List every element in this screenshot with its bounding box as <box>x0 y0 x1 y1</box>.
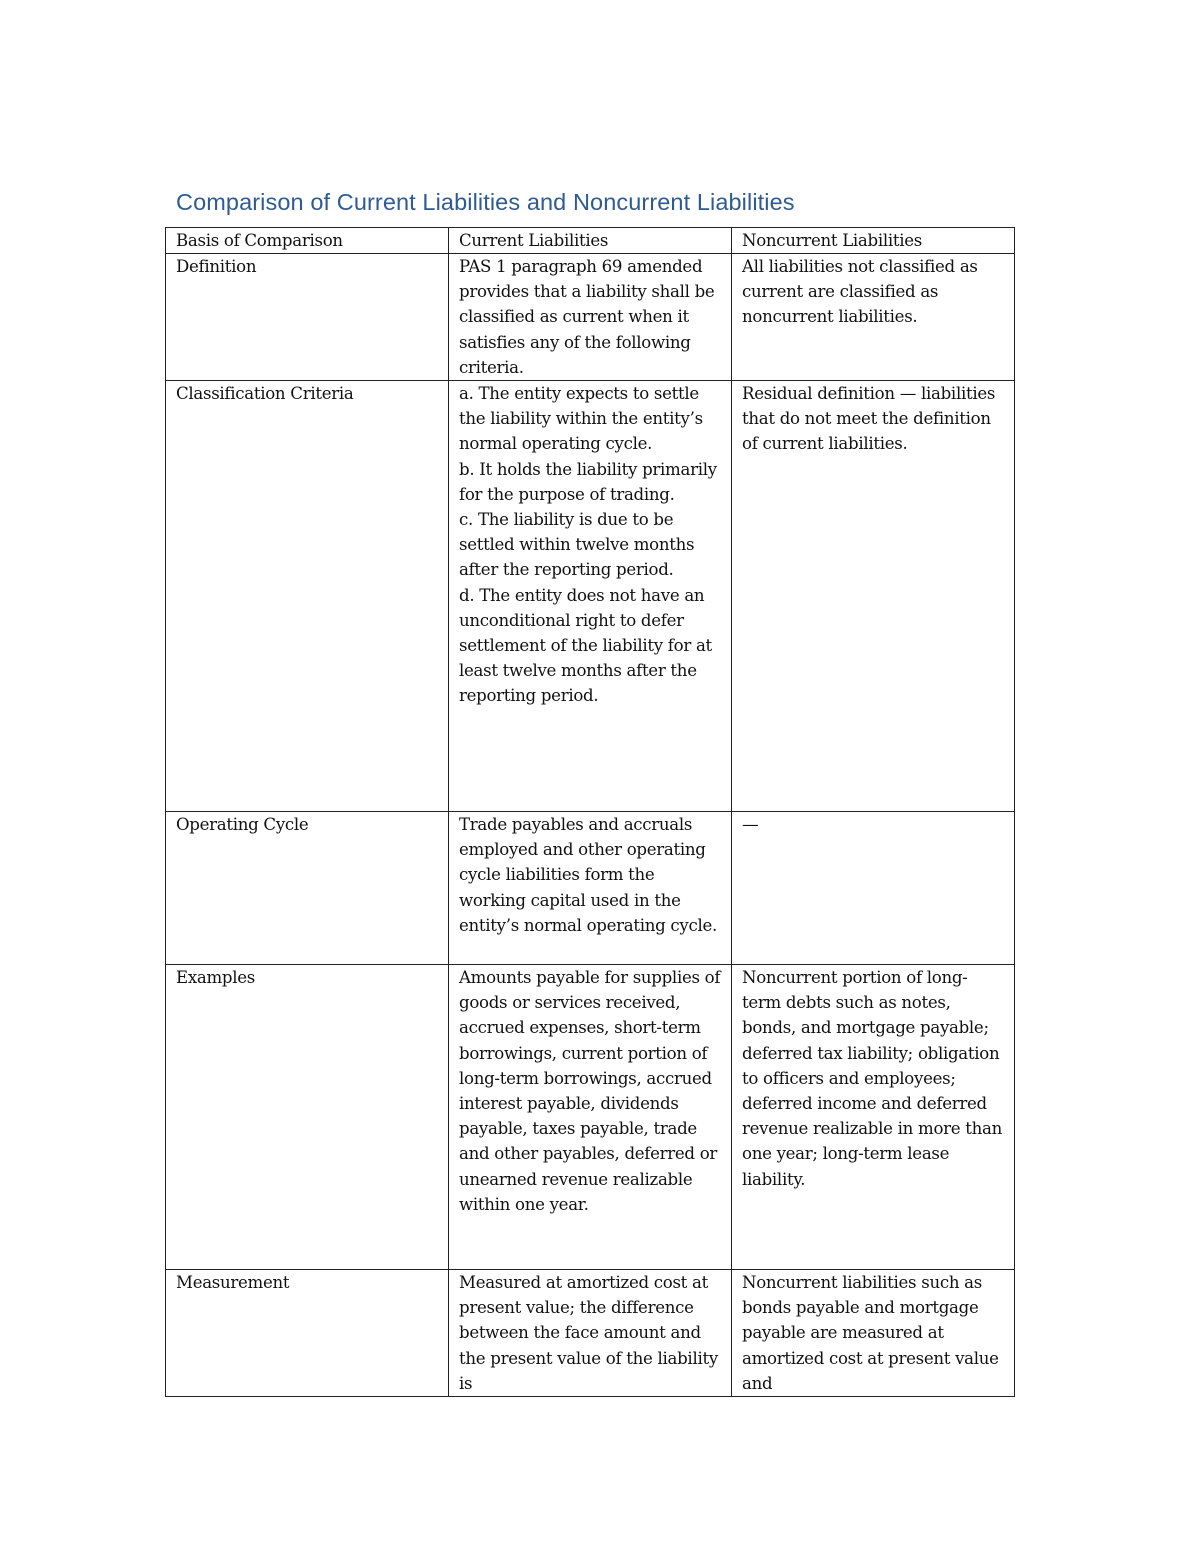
table-header-row <box>166 228 1015 254</box>
table-row <box>166 965 1015 1270</box>
basis-cell: Measurement <box>166 1270 449 1397</box>
current-cell <box>449 381 732 812</box>
column-header-current: Current Liabilities <box>449 228 732 254</box>
table-row <box>166 254 1015 381</box>
basis-cell: Operating Cycle <box>166 812 449 965</box>
basis-cell: Classification Criteria <box>166 381 449 812</box>
comparison-table <box>165 227 1015 1397</box>
criteria-item: a. The entity expects to settle the liability within the entity’s normal operating cycle. <box>459 384 703 454</box>
criteria-item: d. The entity does not have an unconditional right to defer settlement of the liability for at least twelve months after the reporting period. <box>459 585 712 706</box>
noncurrent-cell: Noncurrent liabilities such as bonds payable and mortgage payable are measured at amortized cost at present value and <box>732 1270 1015 1397</box>
current-cell: Trade payables and accruals employed and other operating cycle liabilities form the working capital used in the entity’s normal operating cycle. <box>449 812 732 965</box>
basis-cell: Definition <box>166 254 449 381</box>
current-cell: Measured at amortized cost at present value; the difference between the face amount and the present value of the liability is <box>449 1270 732 1397</box>
criteria-item: c. The liability is due to be settled within twelve months after the reporting period. <box>459 510 695 580</box>
table-row <box>166 812 1015 965</box>
basis-cell: Examples <box>166 965 449 1270</box>
column-header-noncurrent: Noncurrent Liabilities <box>732 228 1015 254</box>
noncurrent-cell: Noncurrent portion of long-term debts such as notes, bonds, and mortgage payable; deferred tax liability; obligation to officers and employees; deferred income and deferred revenue realizable in more than one year; long-term lease liability. <box>732 965 1015 1270</box>
current-cell: PAS 1 paragraph 69 amended provides that a liability shall be classified as current when it satisfies any of the following criteria. <box>449 254 732 381</box>
noncurrent-cell: All liabilities not classified as current are classified as noncurrent liabilities. <box>732 254 1015 381</box>
noncurrent-cell: — <box>732 812 1015 965</box>
criteria-item: b. It holds the liability primarily for the purpose of trading. <box>459 459 717 504</box>
table-row <box>166 1270 1015 1397</box>
column-header-basis: Basis of Comparison <box>166 228 449 254</box>
table-row <box>166 381 1015 812</box>
noncurrent-cell: Residual definition — liabilities that do not meet the definition of current liabilities. <box>732 381 1015 812</box>
current-cell: Amounts payable for supplies of goods or services received, accrued expenses, short-term borrowings, current portion of long-term borrowings, accrued interest payable, dividends payable, taxes payable, trade and other payables, deferred or unearned revenue realizable within one year. <box>449 965 732 1270</box>
page-title: Comparison of Current Liabilities and Noncurrent Liabilities <box>176 189 795 215</box>
